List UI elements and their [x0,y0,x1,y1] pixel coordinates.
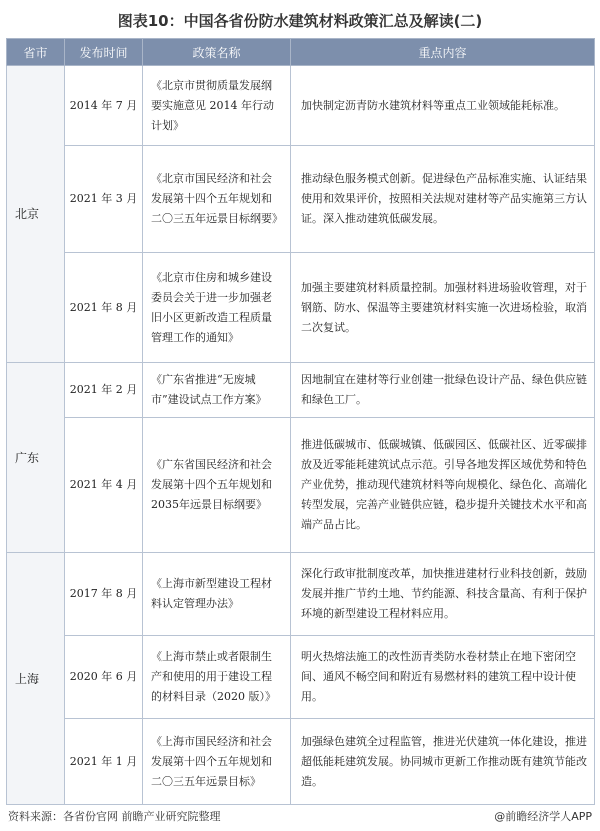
table-row [7,253,595,363]
policy-name-cell: 《广东省国民经济和社会发展第十四个五年规划和2035年远景目标纲要》 [143,418,291,553]
footer [8,808,592,826]
date-cell: 2021 年 1 月 [65,719,143,805]
source-note: 资料来源：各省份官网 前瞻产业研究院整理 [8,810,221,823]
date-cell: 2021 年 2 月 [65,363,143,418]
table-row [7,363,595,418]
policy-name-cell: 《北京市贯彻质量发展纲要实施意见 2014 年行动计划》 [143,66,291,146]
policy-name-cell: 《北京市住房和城乡建设委员会关于进一步加强老旧小区更新改造工程质量管理工作的通知》 [143,253,291,363]
policy-name-cell: 《上海市禁止或者限制生产和使用的用于建设工程的材料目录（2020 版）》 [143,636,291,719]
policy-name-cell: 《广东省推进“无废城市”建设试点工作方案》 [143,363,291,418]
date-cell: 2021 年 4 月 [65,418,143,553]
date-cell: 2021 年 3 月 [65,146,143,253]
policy-name-cell: 《北京市国民经济和社会发展第十四个五年规划和二〇三五年远景目标纲要》 [143,146,291,253]
city-cell: 北京 [7,66,65,363]
content-cell: 因地制宜在建材等行业创建一批绿色设计产品、绿色供应链和绿色工厂。 [291,363,595,418]
brand-credit: @前瞻经济学人APP [494,810,592,823]
table-header-row [7,39,595,66]
date-cell: 2017 年 8 月 [65,553,143,636]
content-cell: 推动绿色服务模式创新。促进绿色产品标准实施、认证结果使用和效果评价，按照相关法规对建材等产品实施第三方认证。深入推动建筑低碳发展。 [291,146,595,253]
content-cell: 加快制定沥青防水建筑材料等重点工业领域能耗标准。 [291,66,595,146]
table-row [7,66,595,146]
date-cell: 2014 年 7 月 [65,66,143,146]
content-cell: 加强绿色建筑全过程监管，推进光伏建筑一体化建设，推进超低能耗建筑发展。协同城市更新工作推动既有建筑节能改造。 [291,719,595,805]
header-city: 省市 [7,39,65,66]
header-policy-name: 政策名称 [143,39,291,66]
content-cell: 加强主要建筑材料质量控制。加强材料进场验收管理，对于钢筋、防水、保温等主要建筑材料实施一次进场检验，取消二次复试。 [291,253,595,363]
city-cell: 上海 [7,553,65,805]
content-cell: 推进低碳城市、低碳城镇、低碳园区、低碳社区、近零碳排放及近零能耗建筑试点示范。引导各地发挥区域优势和特色产业优势，推动现代建筑材料等向规模化、绿色化、高端化转型发展，完善产业链供应链，稳步提升关键技术水平和高端产品占比。 [291,418,595,553]
date-cell: 2021 年 8 月 [65,253,143,363]
policy-name-cell: 《上海市国民经济和社会发展第十四个五年规划和二〇三五年远景目标》 [143,719,291,805]
header-key-content: 重点内容 [291,39,595,66]
city-cell: 广东 [7,363,65,553]
date-cell: 2020 年 6 月 [65,636,143,719]
table-row [7,636,595,719]
content-cell: 深化行政审批制度改革，加快推进建材行业科技创新，鼓励发展并推广节约土地、节约能源、科技含量高、有利于保护环境的新型建设工程材料应用。 [291,553,595,636]
table-row [7,553,595,636]
policy-name-cell: 《上海市新型建设工程材料认定管理办法》 [143,553,291,636]
page-title: 图表10：中国各省份防水建筑材料政策汇总及解读(二) [117,12,483,30]
table-row [7,719,595,805]
table-row [7,146,595,253]
header-date: 发布时间 [65,39,143,66]
table-row [7,418,595,553]
content-cell: 明火热熔法施工的改性沥青类防水卷材禁止在地下密闭空间、通风不畅空间和附近有易燃材料的建筑工程中设计使用。 [291,636,595,719]
policy-table [6,38,595,805]
